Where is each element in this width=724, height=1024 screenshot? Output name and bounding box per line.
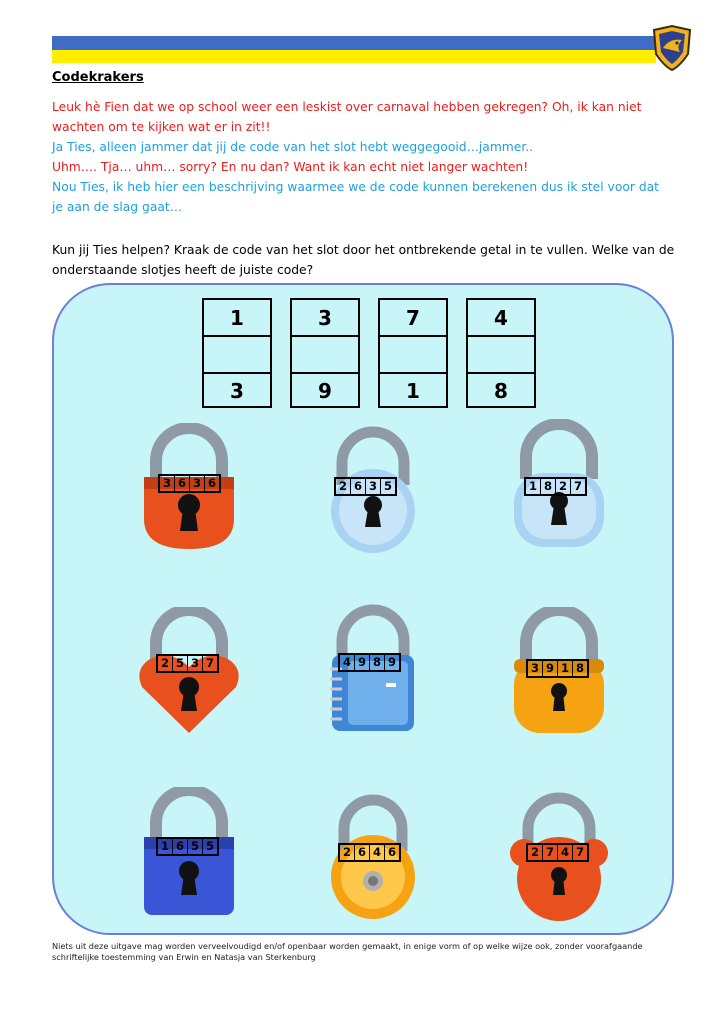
digit: 8 <box>541 479 556 494</box>
digit: 8 <box>370 655 385 670</box>
shield-logo-icon <box>650 24 694 72</box>
digit: 5 <box>173 656 188 671</box>
lock-9-digits <box>526 843 589 862</box>
lock-2[interactable] <box>318 423 428 553</box>
header-bar-blue <box>52 36 656 50</box>
dialog-line-1: Leuk hè Fien dat we op school weer een leskist over carnaval hebben gekregen? Oh, ik kan niet wachten om te kijken wat er in zit!! <box>52 100 642 134</box>
code-top-1: 1 <box>204 300 270 337</box>
lock-8-digits <box>338 843 401 862</box>
digit: 4 <box>558 845 573 860</box>
digit: 3 <box>190 476 205 491</box>
digit: 6 <box>207 476 216 490</box>
lock-3[interactable] <box>504 419 614 549</box>
digit: 7 <box>573 479 582 493</box>
code-middle-2[interactable] <box>292 337 358 374</box>
digit: 8 <box>575 661 584 675</box>
code-top-3: 7 <box>380 300 446 337</box>
digit: 6 <box>355 845 370 860</box>
digit: 3 <box>188 656 203 671</box>
digit: 3 <box>366 479 381 494</box>
digit: 6 <box>387 845 396 859</box>
digit: 5 <box>188 839 203 854</box>
digit: 1 <box>558 661 573 676</box>
code-middle-1[interactable] <box>204 337 270 374</box>
digit: 2 <box>336 479 351 494</box>
digit: 2 <box>158 656 173 671</box>
digit: 4 <box>370 845 385 860</box>
lock-6-digits <box>526 659 589 678</box>
code-bottom-1: 3 <box>230 379 244 403</box>
digit: 7 <box>205 656 214 670</box>
digit: 9 <box>387 655 396 669</box>
digit: 9 <box>543 661 558 676</box>
lock-7-digits <box>156 837 219 856</box>
digit: 2 <box>528 845 543 860</box>
lock-8[interactable] <box>318 791 428 921</box>
digit: 4 <box>340 655 355 670</box>
lock-4[interactable] <box>134 607 244 737</box>
dialog-line-3: Uhm…. Tja… uhm… sorry? En nu dan? Want ik kan echt niet langer wachten! <box>52 160 529 174</box>
code-column-4 <box>466 298 536 408</box>
lock-5[interactable] <box>318 603 428 733</box>
digit: 2 <box>340 845 355 860</box>
digit: 5 <box>205 839 214 853</box>
lock-9[interactable] <box>504 791 614 921</box>
lock-7[interactable] <box>134 787 244 917</box>
lock-1-digits <box>158 474 221 493</box>
code-bottom-4: 8 <box>494 379 508 403</box>
code-top-2: 3 <box>292 300 358 337</box>
digit: 3 <box>160 476 175 491</box>
code-bottom-3: 1 <box>406 379 420 403</box>
digit: 5 <box>383 479 392 493</box>
digit: 6 <box>173 839 188 854</box>
dialog <box>52 97 672 217</box>
lock-4-digits <box>156 654 219 673</box>
page-title: Codekrakers <box>52 70 144 85</box>
digit: 1 <box>158 839 173 854</box>
question-text: Kun jij Ties helpen? Kraak de code van het slot door het ontbrekende getal in te vullen. Welke van de onderstaande slotjes heeft de juiste code? <box>52 243 675 277</box>
digit: 9 <box>355 655 370 670</box>
dialog-line-4: Nou Ties, ik heb hier een beschrijving waarmee we de code kunnen berekenen dus ik stel voor dat je aan de slag gaat… <box>52 180 659 214</box>
lock-2-digits <box>334 477 397 496</box>
digit: 6 <box>175 476 190 491</box>
digit: 7 <box>575 845 584 859</box>
code-middle-4[interactable] <box>468 337 534 374</box>
code-column-3 <box>378 298 448 408</box>
header-bar-yellow <box>52 50 656 63</box>
dialog-line-2: Ja Ties, alleen jammer dat jij de code van het slot hebt weggegooid…jammer.. <box>52 140 534 154</box>
lock-6[interactable] <box>504 607 614 737</box>
lock-5-digits <box>338 653 401 672</box>
code-column-2 <box>290 298 360 408</box>
copyright-footer: Niets uit deze uitgave mag worden verveelvoudigd en/of openbaar worden gemaakt, in enige vorm of op welke wijze ook, zonder voorafgaande schriftelijke toestemming van Erwin en Natasja van Sterkenburg <box>52 941 643 962</box>
digit: 6 <box>351 479 366 494</box>
lock-3-digits <box>524 477 587 496</box>
digit: 7 <box>543 845 558 860</box>
digit: 3 <box>528 661 543 676</box>
code-top-4: 4 <box>468 300 534 337</box>
code-bottom-2: 9 <box>318 379 332 403</box>
lock-1[interactable] <box>134 423 244 553</box>
digit: 1 <box>526 479 541 494</box>
puzzle-panel <box>52 283 674 935</box>
code-middle-3[interactable] <box>380 337 446 374</box>
code-column-1 <box>202 298 272 408</box>
digit: 2 <box>556 479 571 494</box>
